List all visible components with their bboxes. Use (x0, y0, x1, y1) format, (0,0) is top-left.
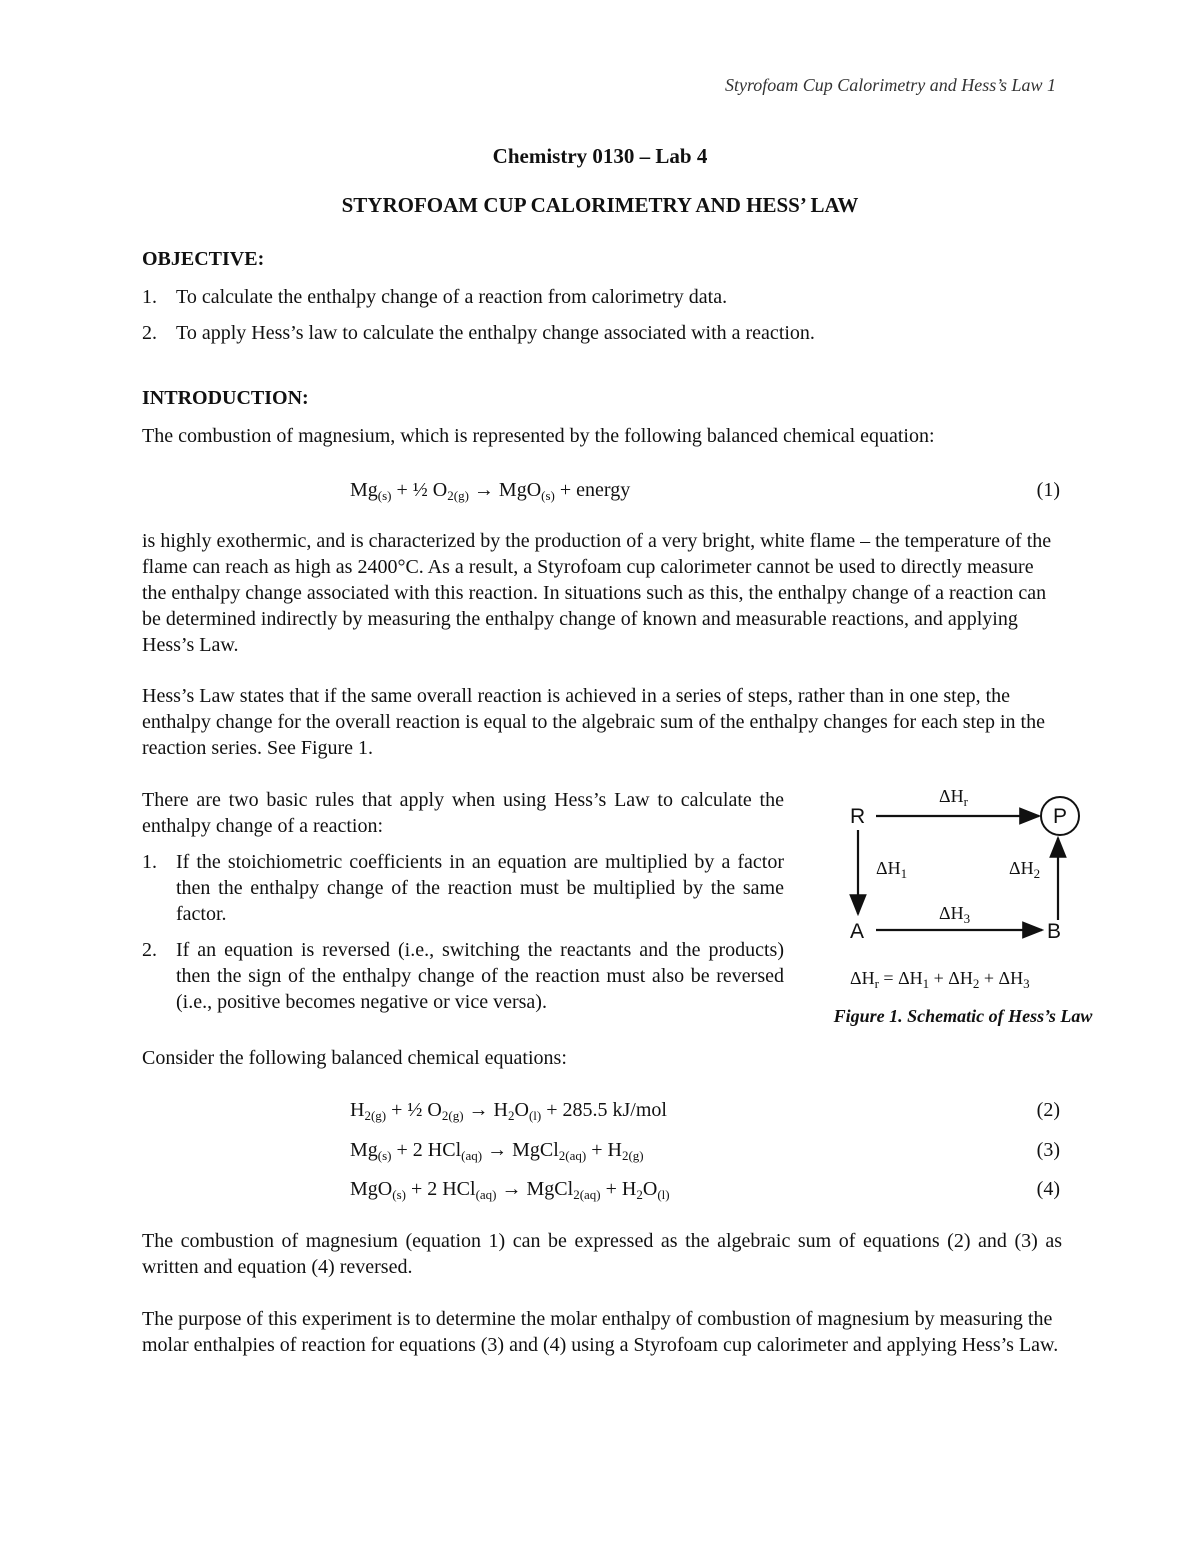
eq-text: + H (600, 1178, 637, 1200)
list-item-number: 1. (142, 851, 157, 873)
list-item-number: 1. (142, 286, 157, 308)
equation-number: (3) (1036, 1139, 1060, 1161)
label-subscript: 3 (963, 911, 971, 926)
equation-4-expression (350, 1176, 670, 1202)
node-a-label: A (850, 920, 865, 943)
page-title: Chemistry 0130 – Lab 4 (492, 144, 708, 168)
eq-text: Mg (350, 1139, 378, 1161)
eq-subscript: 2(aq) (573, 1187, 601, 1202)
equation-number: (1) (1036, 479, 1060, 501)
equation-number: (2) (1036, 1099, 1060, 1121)
list-item (142, 284, 1062, 310)
introduction-heading: INTRODUCTION: (142, 387, 309, 409)
equation-3-expression (350, 1137, 644, 1163)
hess-rules-section (142, 787, 784, 1015)
formula-text: + ΔH (929, 968, 973, 988)
delta-h-1-label (876, 858, 908, 881)
formula-subscript: r (874, 976, 879, 991)
delta-h-r-label (939, 786, 968, 809)
eq-text: + 285.5 kJ/mol (541, 1099, 667, 1121)
label-text: ΔH (876, 858, 901, 878)
hess-law-formula (850, 965, 1030, 991)
delta-h-3-label (939, 903, 971, 926)
eq-text: → MgCl (496, 1178, 574, 1200)
formula-subscript: 3 (1023, 976, 1030, 991)
label-subscript: 1 (900, 866, 908, 881)
eq-subscript: 2 (507, 1108, 515, 1123)
formula-text: ΔH (850, 968, 875, 988)
eq-subscript: 2(aq) (558, 1148, 587, 1163)
eq-text: → MgCl (482, 1139, 559, 1161)
hess-law-figure (820, 780, 1120, 1040)
consider-paragraph: Consider the following balanced chemical equations: (142, 1047, 567, 1069)
list-item (142, 937, 784, 1015)
running-header: Styrofoam Cup Calorimetry and Hess’s Law 1 (724, 75, 1056, 95)
sum-note-paragraph: The combustion of magnesium (equation 1) can be expressed as the algebraic sum of equations (2) and (3) as written and equation (4) reversed. (142, 1230, 1062, 1278)
equation-4 (142, 1176, 1060, 1204)
list-item (142, 849, 784, 927)
label-text: ΔH (1009, 858, 1034, 878)
eq-text: + 2 HCl (405, 1178, 476, 1200)
rules-lead-paragraph: There are two basic rules that apply when using Hess’s Law to calculate the enthalpy change of a reaction: (142, 789, 784, 837)
equation-2-expression (350, 1097, 667, 1123)
eq-text: → MgO (468, 479, 542, 501)
list-item-number: 2. (142, 322, 157, 344)
eq-text: O (642, 1178, 658, 1200)
equation-2 (142, 1097, 1060, 1125)
list-item-text: If an equation is reversed (i.e., switching the reactants and the products) then the sign of the enthalpy change of the reaction must also be reversed (i.e., positive becomes negative or vice versa). (176, 939, 784, 1013)
eq-text: H (350, 1099, 365, 1121)
objective-heading: OBJECTIVE: (142, 248, 265, 270)
purpose-paragraph: The purpose of this experiment is to determine the molar enthalpy of combustion of magnesium by measuring the molar enthalpies of reaction for equations (3) and (4) using a Styrofoam cup calorimeter and applying Hess’s Law. (142, 1308, 1059, 1356)
objective-list (142, 284, 1062, 356)
eq-text: + ½ O (386, 1099, 442, 1121)
eq-subscript: (s) (541, 488, 555, 503)
equation-1-expression (350, 477, 630, 503)
formula-subscript: 2 (972, 976, 980, 991)
eq-text: + 2 HCl (391, 1139, 462, 1161)
equation-3 (142, 1137, 1060, 1165)
eq-subscript: 2 (636, 1187, 643, 1202)
eq-subscript: (aq) (475, 1187, 497, 1202)
eq-subscript: 2(g) (447, 488, 469, 503)
label-text: ΔH (939, 786, 964, 806)
page-subtitle: STYROFOAM CUP CALORIMETRY AND HESS’ LAW (341, 193, 859, 217)
delta-h-2-label (1009, 858, 1041, 881)
node-p-label: P (1053, 805, 1068, 828)
eq-subscript: 2(g) (441, 1108, 464, 1123)
eq-text: O (514, 1099, 529, 1121)
list-item (142, 320, 1062, 346)
eq-subscript: 2(g) (364, 1108, 387, 1123)
eq-text: + ½ O (391, 479, 448, 501)
eq-subscript: (aq) (461, 1148, 483, 1163)
label-subscript: 2 (1033, 866, 1041, 881)
eq-subscript: 2(g) (621, 1148, 644, 1163)
label-subscript: r (963, 794, 968, 809)
eq-text: + H (586, 1139, 622, 1161)
eq-text: → H (463, 1099, 508, 1121)
eq-subscript: (s) (377, 488, 392, 503)
eq-subscript: (s) (377, 1148, 392, 1163)
equation-1 (142, 477, 1060, 505)
formula-subscript: 1 (922, 976, 930, 991)
hess-law-paragraph: Hess’s Law states that if the same overall reaction is achieved in a series of steps, rather than in one step, the enthalpy change for the overall reaction is equal to the algebraic sum of the enthalpy changes for each step in the reaction series. See Figure 1. (142, 685, 1045, 759)
list-item-text: To apply Hess’s law to calculate the enthalpy change associated with a reaction. (176, 322, 815, 344)
node-b-label: B (1047, 920, 1062, 943)
eq-text: + energy (554, 479, 631, 501)
node-r-label: R (850, 805, 866, 828)
eq-subscript: (l) (657, 1187, 670, 1202)
eq-subscript: (l) (528, 1108, 542, 1123)
equation-number: (4) (1036, 1178, 1060, 1200)
list-item-text: If the stoichiometric coefficients in an equation are multiplied by a factor then the enthalpy change of the reaction must be multiplied by the same factor. (176, 851, 784, 925)
formula-text: = ΔH (878, 968, 923, 988)
figure-caption: Figure 1. Schematic of Hess’s Law (833, 1006, 1093, 1026)
intro-paragraph-exothermic: is highly exothermic, and is characterized by the production of a very bright, white flame – the temperature of the flame can reach as high as 2400°C. As a result, a Styrofoam cup calorimeter cannot be used to directly measure the enthalpy change associated with this reaction. In situations such as this, the enthalpy change of a reaction can be determined indirectly by measuring the enthalpy change of known and measurable reactions, and applying Hess’s Law. (142, 530, 1052, 656)
label-text: ΔH (939, 903, 964, 923)
eq-text: Mg (350, 479, 378, 501)
intro-lead-paragraph: The combustion of magnesium, which is represented by the following balanced chemical equation: (142, 425, 935, 447)
list-item-text: To calculate the enthalpy change of a reaction from calorimetry data. (176, 286, 728, 308)
list-item-number: 2. (142, 939, 157, 961)
formula-text: + ΔH (979, 968, 1024, 988)
eq-subscript: (s) (392, 1187, 406, 1202)
eq-text: MgO (350, 1178, 393, 1200)
